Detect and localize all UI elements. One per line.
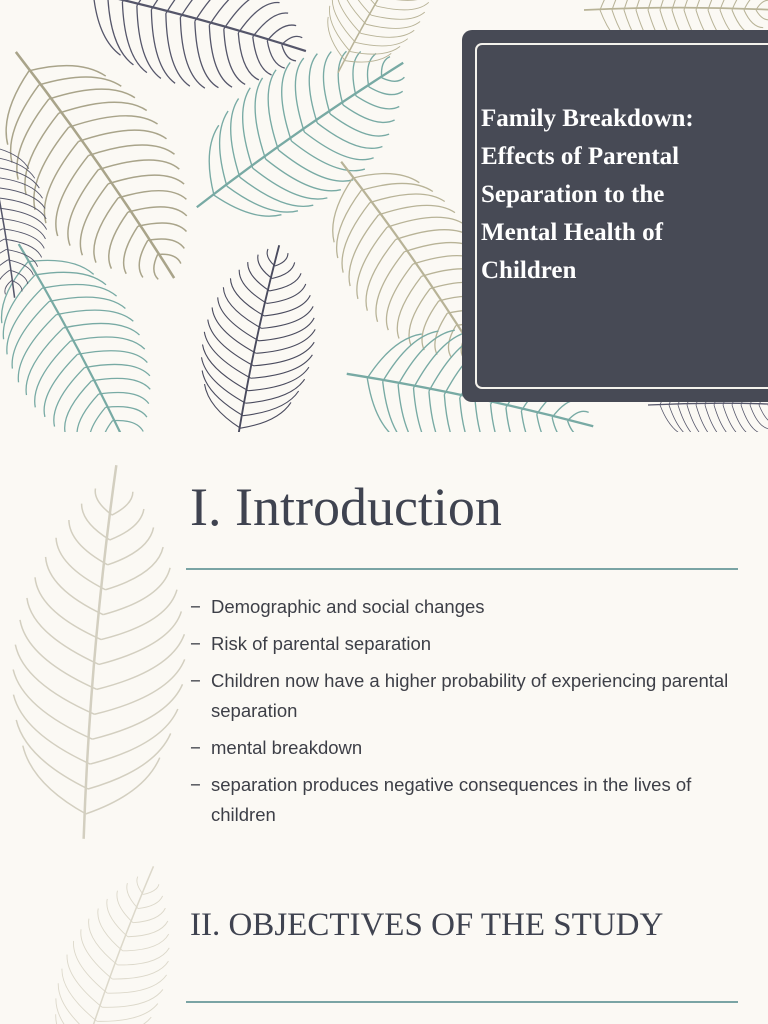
intro-slide [0,432,768,1024]
dash-bullet-icon: − [190,737,201,758]
title-line: Separation to the [481,181,665,208]
bullet-item [190,733,730,763]
bullet-text: Children now have a higher probability of experiencing parental separation [211,670,729,721]
feather-teal-top [158,7,443,263]
bottom-divider [186,1001,738,1003]
title-card [462,30,768,402]
faded-feather-small [29,849,202,1024]
heading-divider [186,568,738,570]
title-line: Children [481,257,577,284]
dash-bullet-icon: − [190,774,201,795]
dash-bullet-icon: − [190,596,201,617]
title-slide [0,0,768,432]
bullet-item [190,770,730,830]
faded-feather-large [0,458,201,846]
title-line: Family Breakdown: [481,105,694,132]
bullet-text: mental breakdown [211,737,363,758]
dash-bullet-icon: − [190,670,201,691]
bullet-item [190,629,730,659]
next-section-heading: II. OBJECTIVES OF THE STUDY [190,907,664,943]
title-line: Mental Health of [481,219,663,246]
bullet-item [190,592,730,622]
bullet-text: separation produces negative consequences in the lives of children [211,774,692,825]
bullet-text: Demographic and social changes [211,596,485,617]
bullet-item [190,666,730,726]
title-line: Effects of Parental [481,143,680,170]
bullet-list [190,592,730,837]
section-heading: I. Introduction [190,477,502,537]
bullet-text: Risk of parental separation [211,633,432,654]
feather-navy-bottom [183,234,333,432]
feather-navy-top [57,0,322,114]
dash-bullet-icon: − [190,633,201,654]
slide-title [481,100,751,290]
